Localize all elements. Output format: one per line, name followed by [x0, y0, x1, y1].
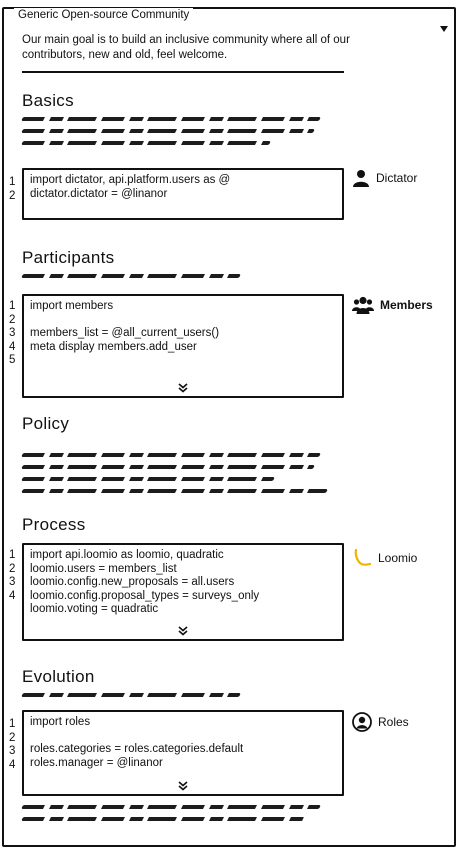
side-label: Loomio	[378, 551, 418, 565]
section-heading-evolution: Evolution	[22, 667, 95, 686]
code-line: import api.loomio as loomio, quadratic	[30, 549, 224, 561]
members-role[interactable]	[352, 296, 433, 314]
line-numbers: 1 2 3 4	[9, 549, 16, 602]
placeholder-text	[22, 805, 320, 829]
code-line	[30, 354, 336, 368]
dropdown-arrow-icon[interactable]	[440, 26, 448, 32]
chevron-double-down-icon[interactable]	[178, 781, 188, 791]
code-line: import roles	[30, 716, 91, 728]
code-line	[30, 730, 336, 744]
code-line: dictator.dictator = @linanor	[30, 187, 168, 200]
code-line: loomio.config.new_proposals = all.users	[30, 576, 235, 588]
side-label: Dictator	[376, 171, 418, 185]
code-line	[30, 314, 336, 328]
code-line: loomio.voting = quadratic	[30, 603, 159, 615]
code-line: import dictator, api.platform.users as @	[30, 174, 231, 186]
dictator-role[interactable]	[352, 169, 417, 187]
line-numbers: 1 2 3 4	[9, 718, 16, 771]
placeholder-text	[22, 117, 322, 153]
code-editor-basics[interactable]	[22, 168, 344, 220]
placeholder-text	[22, 693, 240, 705]
code-editor-evolution[interactable]	[22, 710, 344, 796]
placeholder-text	[22, 274, 240, 286]
line-numbers: 1 2	[9, 176, 16, 202]
code-editor-process[interactable]	[22, 543, 344, 641]
code-line: members_list = @all_current_users()	[30, 327, 220, 339]
group-icon	[352, 296, 374, 314]
roles-role[interactable]	[352, 712, 409, 732]
chevron-double-down-icon[interactable]	[178, 626, 188, 636]
code-line: meta display members.add_user	[30, 340, 197, 353]
section-heading-participants: Participants	[22, 248, 115, 267]
divider	[22, 71, 344, 73]
code-editor-participants[interactable]	[22, 294, 344, 398]
person-circle-icon	[352, 712, 372, 732]
section-heading-policy: Policy	[22, 414, 70, 433]
side-label: Roles	[378, 715, 409, 729]
intro-text: Our main goal is to build an inclusive community where all of our contributors, new and old, feel welcome.	[22, 34, 350, 61]
chevron-double-down-icon[interactable]	[178, 383, 188, 393]
code-line: roles.manager = @linanor	[30, 756, 163, 769]
section-heading-process: Process	[22, 515, 86, 534]
loomio-icon	[352, 549, 372, 567]
placeholder-text	[22, 453, 327, 501]
loomio-integration[interactable]	[352, 549, 417, 567]
line-numbers: 1 2 3 4 5	[9, 300, 16, 366]
code-line: roles.categories = roles.categories.default	[30, 743, 244, 755]
code-line: loomio.config.proposal_types = surveys_only	[30, 589, 260, 602]
user-icon	[352, 169, 370, 187]
code-line: loomio.users = members_list	[30, 562, 177, 575]
side-label: Members	[380, 298, 433, 312]
code-line: import members	[30, 300, 114, 312]
section-heading-basics: Basics	[22, 91, 74, 110]
window-title: Generic Open-source Community	[14, 8, 193, 22]
